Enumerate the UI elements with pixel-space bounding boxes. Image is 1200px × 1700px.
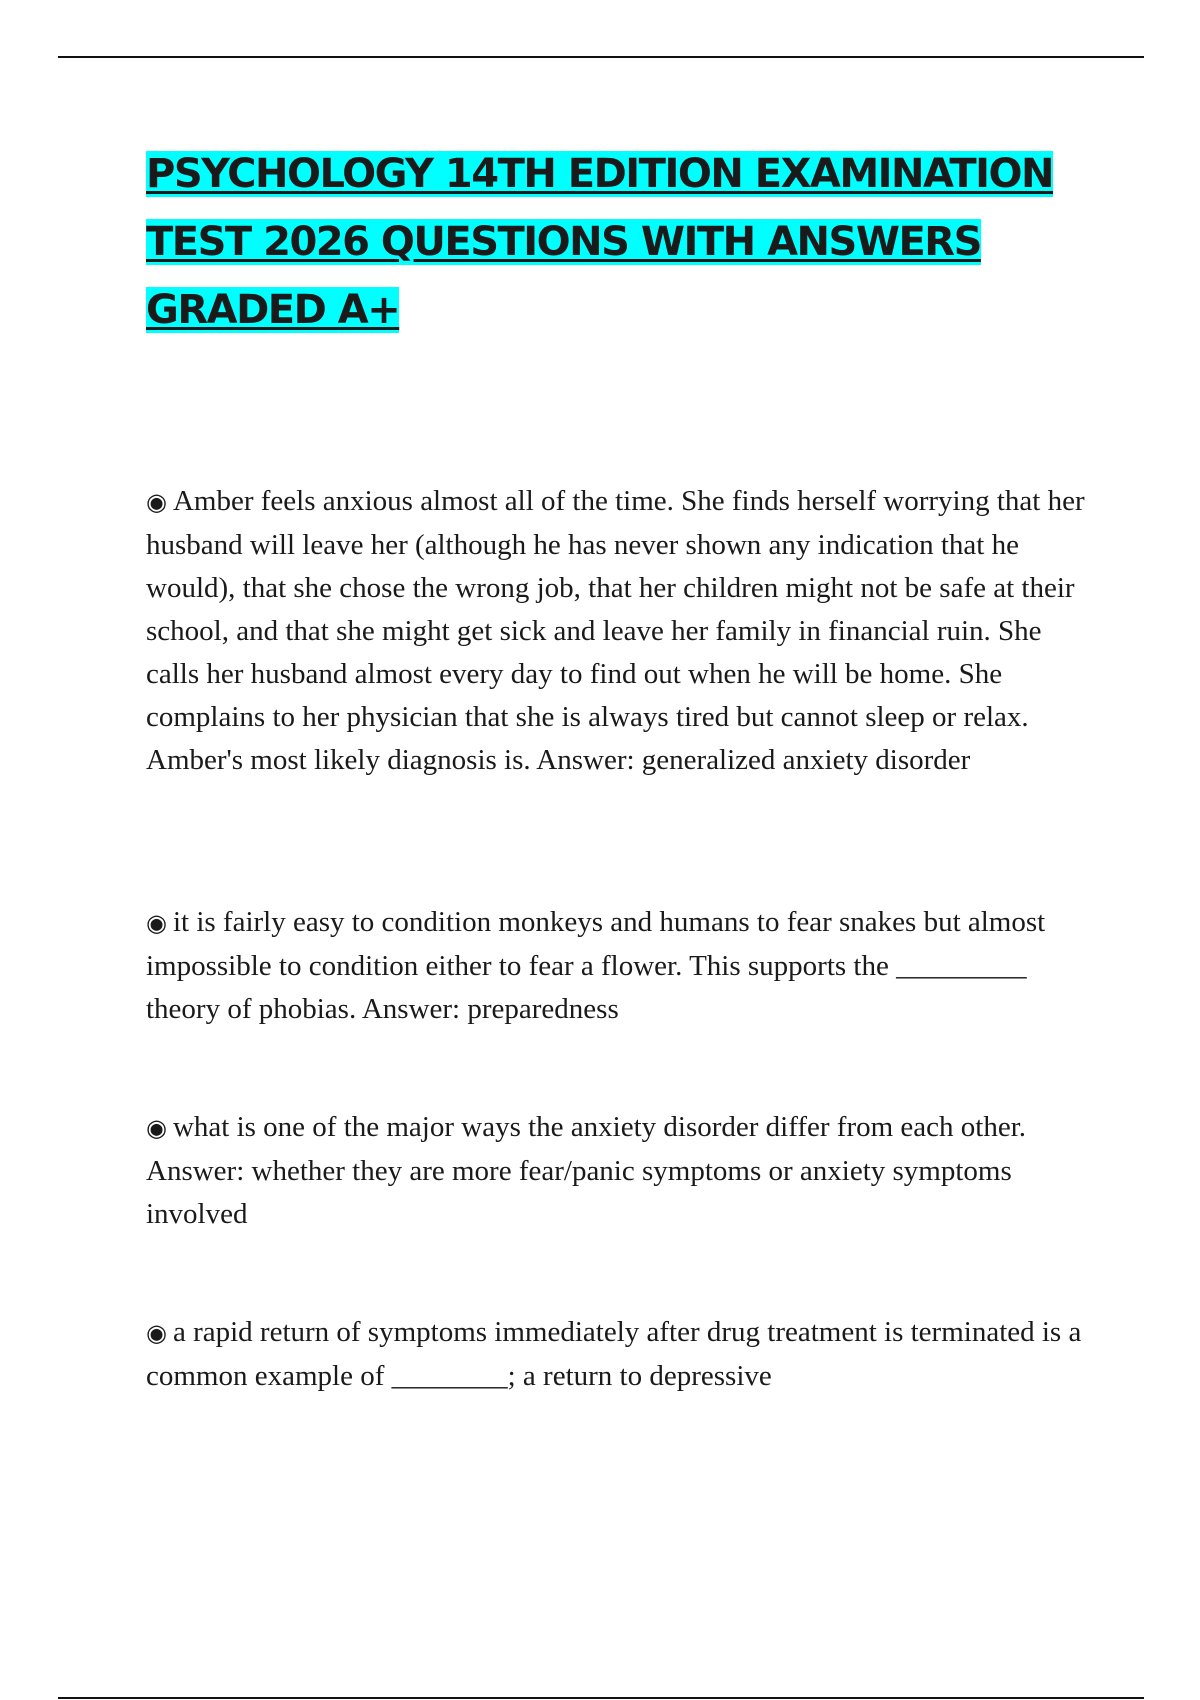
question-text: it is fairly easy to condition monkeys and humans to fear snakes but almost impossible to condition either to fear a flower. This supports the _________ theory of phobias. Answer: preparedness — [146, 906, 1046, 1025]
question-text: Amber feels anxious almost all of the time. She finds herself worrying that her husband will leave her (although he has never shown any indication that he would), that she chose the wrong job, that her children might not be safe at their school, and that she might get sick and leave her family in financial ruin. She calls her husband almost every day to find out when he will be home. She complains to her physician that she is always tired but cannot sleep or relax. Amber's most likely diagnosis is. Answer: generalized anxiety disorder — [146, 485, 1085, 776]
bullet-icon: ◉ — [146, 909, 167, 937]
title-line-3: GRADED A+ — [146, 287, 400, 333]
question-text: what is one of the major ways the anxiety disorder differ from each other. Answer: whether they are more fear/panic symptoms or anxiety symptoms involved — [146, 1111, 1027, 1230]
question-item — [146, 901, 1096, 1031]
bottom-divider — [58, 1697, 1144, 1699]
question-item — [146, 1311, 1096, 1398]
title-line-1: PSYCHOLOGY 14TH EDITION EXAMINATION — [146, 151, 1054, 197]
bullet-icon: ◉ — [146, 1114, 167, 1142]
bullet-icon: ◉ — [146, 1319, 167, 1347]
document-title — [146, 140, 1086, 344]
question-item — [146, 1106, 1096, 1236]
title-line-2: TEST 2026 QUESTIONS WITH ANSWERS — [146, 219, 981, 265]
bullet-icon: ◉ — [146, 488, 167, 516]
question-item — [146, 480, 1096, 782]
top-divider — [58, 56, 1144, 58]
question-text: a rapid return of symptoms immediately after drug treatment is terminated is a common example of ________; a return to depressive — [146, 1316, 1082, 1392]
